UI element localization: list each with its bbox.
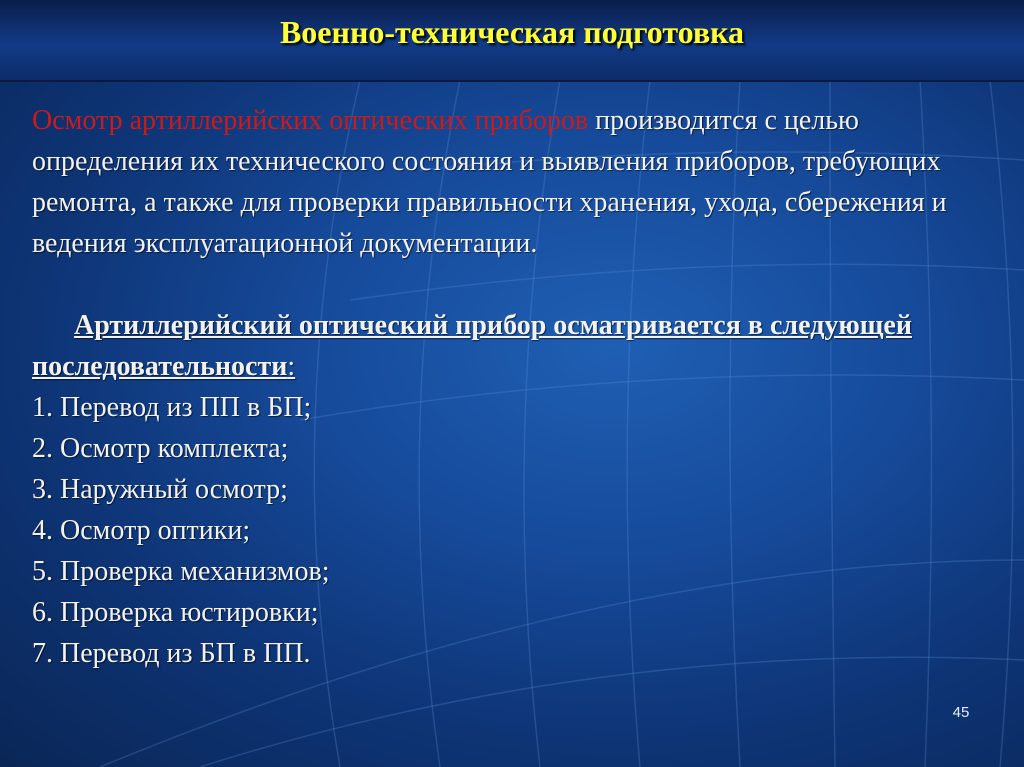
sequence-heading [32,305,982,387]
slide-content [32,100,982,674]
title-bar [0,0,1024,82]
slide-title: Военно-техническая подготовка [279,14,745,50]
list-item: 5. Проверка механизмов; [32,556,330,587]
list-item: 7. Перевод из БП в ПП. [32,638,311,669]
page-number: 45 [952,704,970,721]
intro-text: производится с целью определения их технического состояния и выявления приборов, требующих ремонта, а также для проверки правильности хранения, ухода, сбережения и ведения эксплуатационной документации. [32,105,947,259]
intro-highlight: Осмотр артиллерийских оптических приборов [32,105,589,136]
list-item: 2. Осмотр комплекта; [32,433,289,464]
list-item: 3. Наружный осмотр; [32,474,288,505]
list-item: 1. Перевод из ПП в БП; [32,392,312,423]
list-item: 6. Проверка юстировки; [32,597,319,628]
intro-paragraph [32,100,982,264]
inspection-steps-list [32,387,982,674]
sequence-heading-text: Артиллерийский оптический прибор осматривается в следующей последовательности [32,310,912,382]
list-item: 4. Осмотр оптики; [32,515,251,546]
sequence-heading-colon: : [287,351,296,382]
